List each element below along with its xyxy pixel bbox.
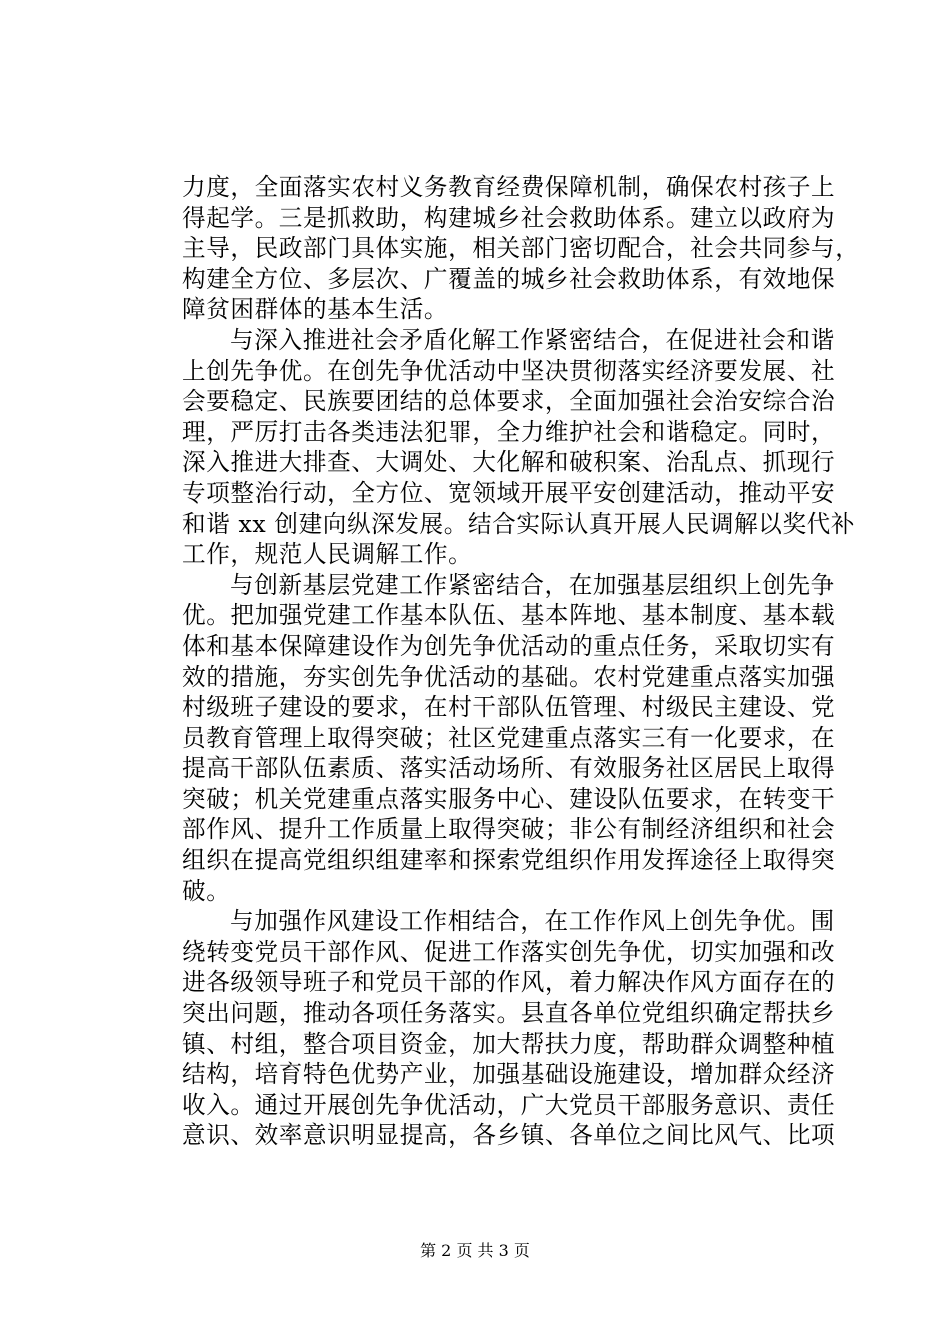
- text-line: 专项整治行动，全方位、宽领域开展平安创建活动，推动平安: [182, 478, 836, 507]
- text-line: 理，严厉打击各类违法犯罪，全力维护社会和谐稳定。同时，: [182, 417, 836, 446]
- text-line: 结构，培育特色优势产业，加强基础设施建设，增加群众经济: [182, 1060, 836, 1089]
- text-line: 深入推进大排查、大调处、大化解和破积案、治乱点、抓现行: [182, 448, 836, 477]
- text-line: 部作风、提升工作质量上取得突破；非公有制经济组织和社会: [182, 815, 836, 844]
- text-line: 优。把加强党建工作基本队伍、基本阵地、基本制度、基本载: [182, 601, 836, 630]
- text-line: 主导，民政部门具体实施，相关部门密切配合，社会共同参与，: [182, 234, 860, 263]
- page-footer: 第 2 页 共 3 页: [420, 1241, 530, 1260]
- text-line: 力度，全面落实农村义务教育经费保障机制，确保农村孩子上: [182, 173, 836, 201]
- text-line: 上创先争优。在创先争优活动中坚决贯彻落实经济要发展、社: [182, 356, 836, 385]
- text-line: 工作，规范人民调解工作。: [182, 540, 473, 569]
- text-line: 障贫困群体的基本生活。: [182, 295, 449, 324]
- text-line: 突出问题，推动各项任务落实。县直各单位党组织确定帮扶乡: [182, 999, 836, 1028]
- text-line: 镇、村组，整合项目资金，加大帮扶力度，帮助群众调整种植: [182, 1029, 836, 1058]
- text-line: 绕转变党员干部作风、促进工作落实创先争优，切实加强和改: [182, 937, 836, 966]
- text-line: 体和基本保障建设作为创先争优活动的重点任务，采取切实有: [182, 631, 836, 660]
- text-line: 效的措施，夯实创先争优活动的基础。农村党建重点落实加强: [182, 662, 836, 691]
- document-body: [182, 172, 860, 1151]
- text-line: 村级班子建设的要求，在村干部队伍管理、村级民主建设、党: [182, 693, 836, 722]
- text-line: 得起学。三是抓救助，构建城乡社会救助体系。建立以政府为: [182, 203, 836, 232]
- text-line: 收入。通过开展创先争优活动，广大党员干部服务意识、责任: [182, 1090, 836, 1119]
- text-line: 会要稳定、民族要团结的总体要求，全面加强社会治安综合治: [182, 387, 836, 416]
- text-line: 组织在提高党组织组建率和探索党组织作用发挥途径上取得突: [182, 846, 836, 875]
- text-line: 和谐 xx 创建向纵深发展。结合实际认真开展人民调解以奖代补: [182, 509, 856, 538]
- paragraph-first-line: 与深入推进社会矛盾化解工作紧密结合，在促进社会和谐: [230, 325, 835, 354]
- paragraph-first-line: 与加强作风建设工作相结合，在工作作风上创先争优。围: [230, 907, 835, 936]
- text-line: 进各级领导班子和党员干部的作风，着力解决作风方面存在的: [182, 968, 836, 997]
- text-line: 员教育管理上取得突破；社区党建重点落实三有一化要求，在: [182, 723, 836, 752]
- text-line: 构建全方位、多层次、广覆盖的城乡社会救助体系，有效地保: [182, 264, 836, 293]
- text-line: 意识、效率意识明显提高，各乡镇、各单位之间比风气、比项: [182, 1121, 836, 1150]
- text-line: 提高干部队伍素质、落实活动场所、有效服务社区居民上取得: [182, 754, 836, 783]
- paragraph-first-line: 与创新基层党建工作紧密结合，在加强基层组织上创先争: [230, 570, 835, 599]
- text-line: 破。: [182, 876, 231, 905]
- text-line: 突破；机关党建重点落实服务中心、建设队伍要求，在转变干: [182, 784, 836, 813]
